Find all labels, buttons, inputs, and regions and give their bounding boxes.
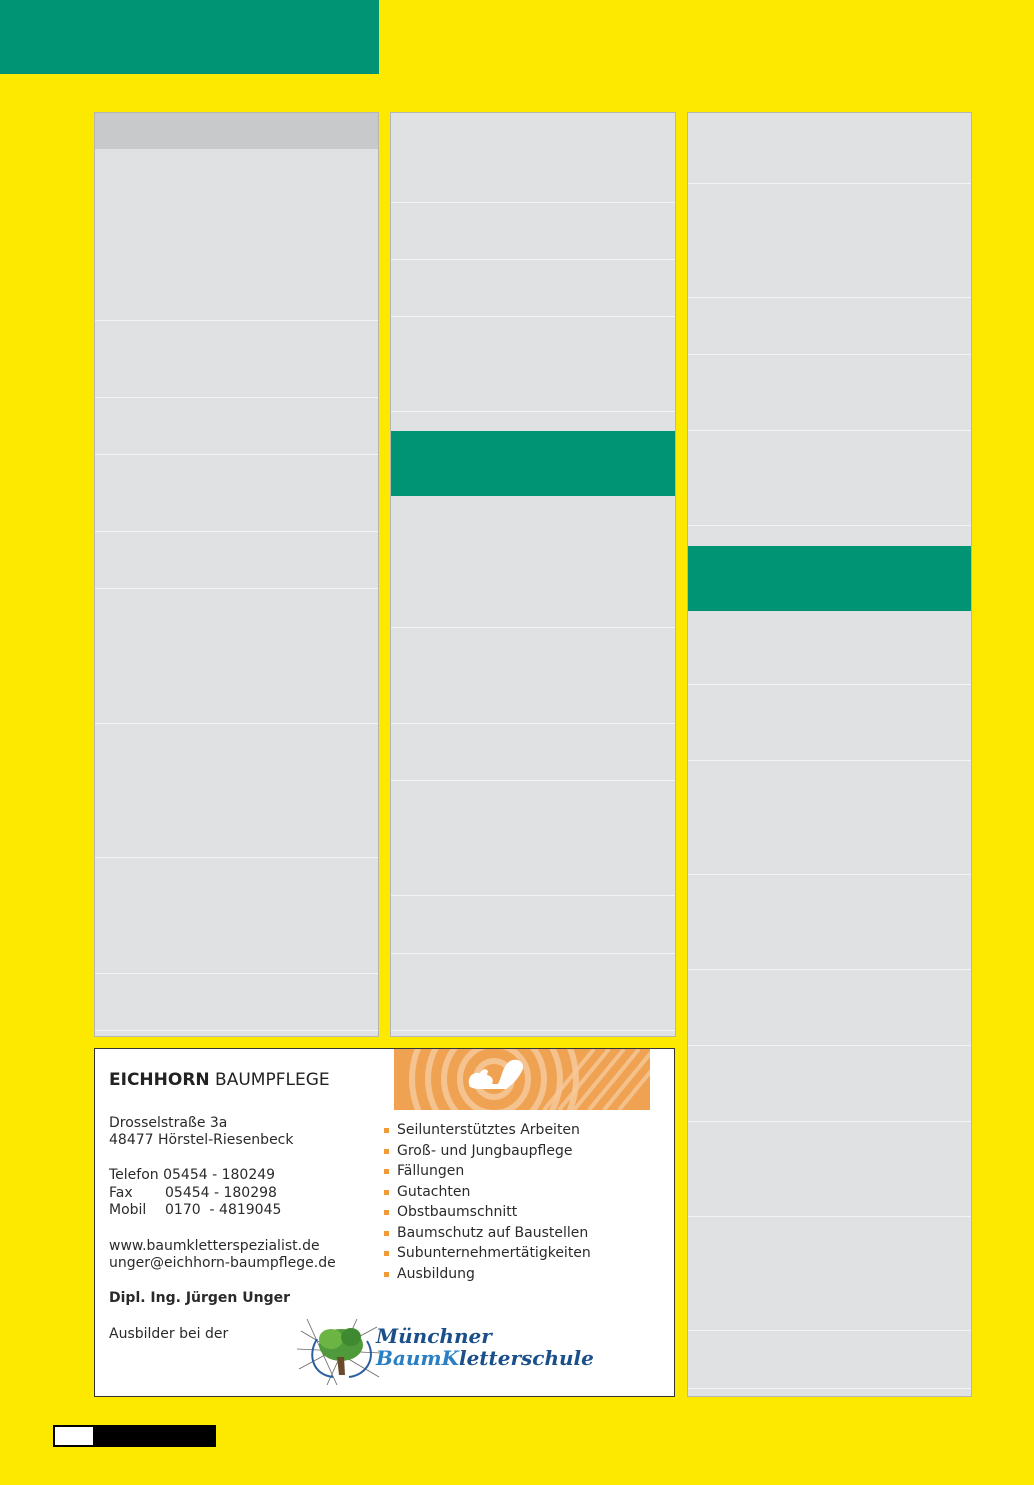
row-divider: [688, 1045, 971, 1046]
section-band-green: [688, 546, 971, 611]
advertisement-eichhorn: [94, 1048, 675, 1397]
column-header-band: [95, 113, 378, 149]
row-divider: [688, 1330, 971, 1331]
section-band-green: [391, 431, 675, 496]
row-divider: [95, 1030, 378, 1031]
address-street: Drosselstraße 3a: [109, 1115, 228, 1131]
bullet-icon: [384, 1169, 389, 1174]
row-divider: [688, 969, 971, 970]
row-divider: [95, 857, 378, 858]
bullet-icon: [384, 1210, 389, 1215]
services-list: [384, 1120, 591, 1284]
row-divider: [95, 454, 378, 455]
ad-banner: [394, 1049, 650, 1110]
row-divider: [391, 202, 675, 203]
phone-label: Telefon: [109, 1167, 159, 1183]
website-link[interactable]: www.baumkletterspezialist.de: [109, 1238, 320, 1254]
address-city: 48477 Hörstel-Riesenbeck: [109, 1132, 294, 1148]
row-divider: [688, 1121, 971, 1122]
row-divider: [391, 1030, 675, 1031]
bullet-icon: [384, 1251, 389, 1256]
row-divider: [688, 354, 971, 355]
row-divider: [95, 531, 378, 532]
bullet-icon: [384, 1272, 389, 1277]
service-item: Subunternehmertätigkeiten: [384, 1243, 591, 1264]
bullet-icon: [384, 1128, 389, 1133]
row-divider: [95, 588, 378, 589]
company-name-bold: EICHHORN: [109, 1070, 210, 1090]
row-divider: [688, 1388, 971, 1389]
page-number-bar: [53, 1425, 216, 1447]
row-divider: [95, 973, 378, 974]
row-divider: [688, 1216, 971, 1217]
service-item: Baumschutz auf Baustellen: [384, 1223, 591, 1244]
service-item: Gutachten: [384, 1182, 591, 1203]
mobile-number: 0170 - 4819045: [165, 1202, 282, 1218]
bullet-icon: [384, 1231, 389, 1236]
row-divider: [688, 430, 971, 431]
phone-number: 05454 - 180249: [163, 1167, 276, 1183]
row-divider: [391, 953, 675, 954]
tree-logo-icon: [297, 1319, 381, 1385]
listing-column-right: [687, 112, 972, 1397]
service-item: Ausbildung: [384, 1264, 591, 1285]
school-line-2: BaumKletterschule: [376, 1346, 594, 1370]
row-divider: [391, 316, 675, 317]
row-divider: [391, 411, 675, 412]
row-divider: [95, 320, 378, 321]
row-divider: [688, 760, 971, 761]
row-divider: [688, 525, 971, 526]
listing-column-left: [94, 112, 379, 1037]
header-bar: [0, 0, 379, 74]
row-divider: [391, 259, 675, 260]
row-divider: [95, 723, 378, 724]
phone-line: [109, 1167, 275, 1184]
service-item: Obstbaumschnitt: [384, 1202, 591, 1223]
bullet-icon: [384, 1190, 389, 1195]
row-divider: [391, 895, 675, 896]
service-item: Groß- und Jungbaupflege: [384, 1141, 591, 1162]
instructor-text: Ausbilder bei der: [109, 1326, 229, 1342]
climbing-school-logo: [376, 1325, 594, 1369]
row-divider: [688, 297, 971, 298]
row-divider: [391, 780, 675, 781]
service-item: Seilunterstütztes Arbeiten: [384, 1120, 591, 1141]
mobile-line: [109, 1202, 281, 1219]
contact-person: Dipl. Ing. Jürgen Unger: [109, 1290, 291, 1306]
listing-column-middle: [390, 112, 676, 1037]
row-divider: [391, 627, 675, 628]
row-divider: [688, 684, 971, 685]
school-line-1: Münchner: [376, 1324, 492, 1348]
row-divider: [688, 874, 971, 875]
bullet-icon: [384, 1149, 389, 1154]
company-name-light: BAUMPFLEGE: [215, 1070, 330, 1090]
row-divider: [688, 183, 971, 184]
fax-line: [109, 1185, 277, 1202]
squirrel-icon: [394, 1049, 650, 1110]
page-number-box: [55, 1427, 93, 1445]
fax-number: 05454 - 180298: [165, 1185, 277, 1201]
fax-label: Fax: [109, 1185, 133, 1201]
mobile-label: Mobil: [109, 1202, 147, 1218]
company-name: [109, 1070, 330, 1090]
row-divider: [391, 723, 675, 724]
row-divider: [95, 397, 378, 398]
service-item: Fällungen: [384, 1161, 591, 1182]
email-link[interactable]: unger@eichhorn-baumpflege.de: [109, 1255, 336, 1271]
